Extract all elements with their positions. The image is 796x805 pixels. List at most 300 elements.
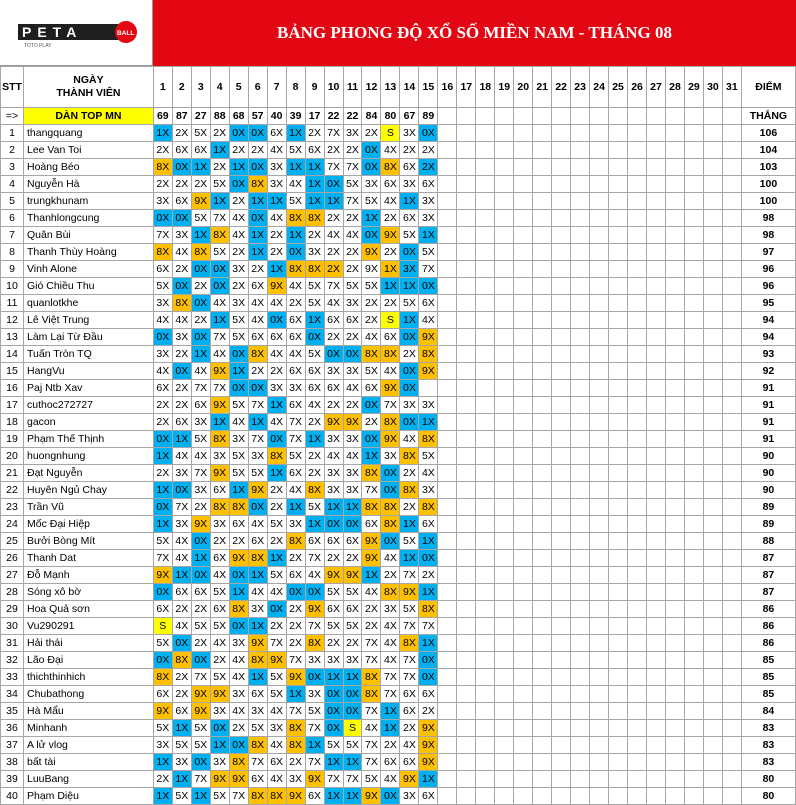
result-cell <box>684 516 703 533</box>
peta-ball-logo <box>0 0 153 66</box>
result-cell <box>665 346 684 363</box>
result-cell <box>533 550 552 567</box>
result-cell <box>590 465 609 482</box>
result-cell <box>514 414 533 431</box>
result-cell <box>514 737 533 754</box>
result-cell <box>552 686 571 703</box>
score-cell: 97 <box>741 244 795 261</box>
result-cell: 2X <box>324 210 343 227</box>
result-cell: 0X <box>362 397 381 414</box>
result-cell <box>514 312 533 329</box>
result-cell: 4X <box>248 516 267 533</box>
result-cell: 0X <box>324 346 343 363</box>
result-cell <box>684 244 703 261</box>
result-cell <box>476 788 495 805</box>
result-cell <box>571 346 590 363</box>
result-cell: 8X <box>286 737 305 754</box>
result-cell <box>684 771 703 788</box>
result-cell: 1X <box>267 465 286 482</box>
win-label: THẮNG <box>741 108 795 125</box>
result-cell <box>647 329 666 346</box>
row-number: 25 <box>1 533 24 550</box>
result-cell <box>722 142 741 159</box>
result-cell: 4X <box>172 618 191 635</box>
result-cell <box>628 312 647 329</box>
result-cell: 8X <box>267 448 286 465</box>
result-cell: 1X <box>324 193 343 210</box>
result-cell: 3X <box>210 754 229 771</box>
result-cell <box>703 244 722 261</box>
result-cell: 3X <box>172 754 191 771</box>
result-cell <box>495 601 514 618</box>
result-cell <box>533 278 552 295</box>
result-cell <box>438 754 457 771</box>
result-cell <box>647 261 666 278</box>
result-cell: 0X <box>248 499 267 516</box>
row-number: 2 <box>1 142 24 159</box>
result-cell: 0X <box>153 652 172 669</box>
result-cell: 8X <box>210 431 229 448</box>
result-cell <box>571 516 590 533</box>
result-cell: 2X <box>248 363 267 380</box>
result-cell <box>457 176 476 193</box>
result-cell <box>552 159 571 176</box>
result-cell: 5X <box>172 788 191 805</box>
result-cell <box>533 465 552 482</box>
result-cell: 9X <box>343 567 362 584</box>
result-cell: 0X <box>324 176 343 193</box>
result-cell: 0X <box>381 788 400 805</box>
result-cell: 9X <box>362 533 381 550</box>
result-cell <box>571 448 590 465</box>
result-cell <box>552 584 571 601</box>
result-cell: 0X <box>419 278 438 295</box>
result-cell <box>609 652 628 669</box>
result-cell <box>552 227 571 244</box>
result-cell <box>684 448 703 465</box>
result-cell: 6X <box>248 329 267 346</box>
result-cell <box>552 550 571 567</box>
result-cell <box>722 669 741 686</box>
result-cell <box>647 703 666 720</box>
result-cell: 0X <box>381 533 400 550</box>
result-cell <box>722 737 741 754</box>
result-cell <box>552 278 571 295</box>
result-cell: 8X <box>400 635 419 652</box>
result-cell: 6X <box>419 788 438 805</box>
table-row <box>1 227 796 244</box>
result-cell: 5X <box>191 210 210 227</box>
result-cell <box>571 431 590 448</box>
result-cell <box>514 703 533 720</box>
result-cell: 5X <box>191 737 210 754</box>
result-cell <box>438 227 457 244</box>
result-cell <box>684 635 703 652</box>
top-number-cell <box>647 108 666 125</box>
result-cell: 3X <box>400 788 419 805</box>
result-cell <box>665 380 684 397</box>
table-row <box>1 244 796 261</box>
score-cell: 83 <box>741 737 795 754</box>
result-cell: 3X <box>172 516 191 533</box>
result-cell: 0X <box>191 295 210 312</box>
result-cell: 8X <box>381 346 400 363</box>
result-cell: 5X <box>324 618 343 635</box>
result-cell: 4X <box>172 533 191 550</box>
score-cell: 94 <box>741 329 795 346</box>
result-cell: 4X <box>362 329 381 346</box>
result-cell: 3X <box>248 703 267 720</box>
result-cell: 2X <box>172 601 191 618</box>
result-cell <box>609 465 628 482</box>
day-header: 20 <box>514 67 533 108</box>
result-cell: 1X <box>305 193 324 210</box>
result-cell: 2X <box>419 159 438 176</box>
result-cell <box>590 210 609 227</box>
result-cell <box>495 516 514 533</box>
result-cell <box>571 686 590 703</box>
member-name: trungkhunam <box>23 193 153 210</box>
result-cell: 8X <box>229 499 248 516</box>
result-cell: 7X <box>210 380 229 397</box>
result-cell <box>628 499 647 516</box>
result-cell: 6X <box>153 261 172 278</box>
result-cell <box>628 363 647 380</box>
row-number: 13 <box>1 329 24 346</box>
result-cell <box>609 771 628 788</box>
result-cell <box>552 448 571 465</box>
result-cell: 9X <box>153 567 172 584</box>
result-cell <box>628 244 647 261</box>
result-cell: 5X <box>229 397 248 414</box>
result-cell: 4X <box>362 720 381 737</box>
result-cell: 2X <box>210 159 229 176</box>
result-cell: 8X <box>305 482 324 499</box>
result-cell: 1X <box>210 193 229 210</box>
score-cell: 80 <box>741 771 795 788</box>
result-cell <box>457 584 476 601</box>
result-cell <box>609 516 628 533</box>
result-cell: 5X <box>153 278 172 295</box>
result-cell: 6X <box>172 193 191 210</box>
result-cell: 3X <box>229 431 248 448</box>
result-cell: 3X <box>343 465 362 482</box>
result-cell <box>665 686 684 703</box>
result-cell: 1X <box>305 312 324 329</box>
member-name: Sóng xô bờ <box>23 584 153 601</box>
result-cell <box>722 210 741 227</box>
result-cell: 0X <box>419 652 438 669</box>
result-cell <box>438 788 457 805</box>
result-cell: 0X <box>305 329 324 346</box>
result-cell <box>514 142 533 159</box>
result-cell <box>609 482 628 499</box>
result-cell: 8X <box>191 244 210 261</box>
result-cell <box>722 533 741 550</box>
result-cell: 0X <box>229 380 248 397</box>
result-cell: 2X <box>153 397 172 414</box>
result-cell: 5X <box>210 244 229 261</box>
result-cell <box>684 210 703 227</box>
result-cell: 5X <box>229 329 248 346</box>
table-row <box>1 380 796 397</box>
score-cell: 93 <box>741 346 795 363</box>
result-cell: 3X <box>153 295 172 312</box>
result-cell <box>533 754 552 771</box>
result-cell <box>684 380 703 397</box>
result-cell <box>476 482 495 499</box>
result-cell <box>533 414 552 431</box>
result-cell <box>665 465 684 482</box>
result-cell: 7X <box>286 414 305 431</box>
result-cell <box>495 448 514 465</box>
result-cell: 5X <box>419 244 438 261</box>
result-cell <box>609 635 628 652</box>
score-cell: 91 <box>741 380 795 397</box>
row-number: 32 <box>1 652 24 669</box>
result-cell <box>571 363 590 380</box>
member-name: Phạm Thế Thịnh <box>23 431 153 448</box>
result-cell: 6X <box>400 159 419 176</box>
row-number: 35 <box>1 703 24 720</box>
result-cell <box>665 397 684 414</box>
result-cell: 3X <box>286 380 305 397</box>
result-cell <box>628 397 647 414</box>
result-cell <box>609 669 628 686</box>
result-cell <box>438 771 457 788</box>
member-name: Lê Việt Trung <box>23 312 153 329</box>
result-cell: 0X <box>248 210 267 227</box>
result-cell <box>647 278 666 295</box>
result-cell <box>495 193 514 210</box>
table-row <box>1 618 796 635</box>
result-cell: 2X <box>324 329 343 346</box>
result-cell: 6X <box>305 142 324 159</box>
stt-header: STT <box>1 67 24 108</box>
score-cell: 83 <box>741 720 795 737</box>
result-cell: 1X <box>343 499 362 516</box>
result-cell: 5X <box>267 669 286 686</box>
result-cell: 0X <box>248 159 267 176</box>
result-cell <box>703 703 722 720</box>
top-number-cell <box>722 108 741 125</box>
row-number: 8 <box>1 244 24 261</box>
result-cell <box>647 312 666 329</box>
result-cell: 2X <box>324 142 343 159</box>
result-cell <box>495 431 514 448</box>
result-cell: 5X <box>343 584 362 601</box>
member-name: Chubathong <box>23 686 153 703</box>
result-cell: 7X <box>362 754 381 771</box>
top-number-cell: 69 <box>153 108 172 125</box>
result-cell <box>665 125 684 142</box>
member-name: Vu290291 <box>23 618 153 635</box>
result-cell <box>495 618 514 635</box>
row-number: 27 <box>1 567 24 584</box>
result-cell <box>476 550 495 567</box>
row-number: 12 <box>1 312 24 329</box>
result-cell <box>628 737 647 754</box>
result-cell: 8X <box>362 346 381 363</box>
result-cell <box>703 431 722 448</box>
result-cell <box>609 312 628 329</box>
result-cell <box>590 499 609 516</box>
result-cell: 6X <box>286 363 305 380</box>
top-number-cell: 68 <box>229 108 248 125</box>
result-cell: 4X <box>381 618 400 635</box>
header-row <box>1 67 796 108</box>
result-cell: 3X <box>419 193 438 210</box>
result-cell: 0X <box>267 431 286 448</box>
result-cell: 9X <box>191 686 210 703</box>
result-cell: 0X <box>362 159 381 176</box>
score-cell: 84 <box>741 703 795 720</box>
result-cell <box>628 465 647 482</box>
top-number-cell: 27 <box>191 108 210 125</box>
result-cell: 4X <box>267 771 286 788</box>
result-cell <box>457 482 476 499</box>
result-cell: 2X <box>229 142 248 159</box>
member-name: Lão Đại <box>23 652 153 669</box>
result-cell <box>571 176 590 193</box>
result-cell: 1X <box>381 703 400 720</box>
result-cell: 0X <box>362 227 381 244</box>
result-cell <box>533 788 552 805</box>
table-row <box>1 737 796 754</box>
result-cell <box>552 754 571 771</box>
result-cell: 7X <box>400 567 419 584</box>
score-cell: 89 <box>741 499 795 516</box>
result-cell: 4X <box>153 363 172 380</box>
score-cell: 95 <box>741 295 795 312</box>
result-cell <box>628 125 647 142</box>
top-number-cell <box>590 108 609 125</box>
result-cell <box>684 567 703 584</box>
result-cell <box>647 618 666 635</box>
result-cell: 3X <box>381 448 400 465</box>
result-cell: 9X <box>305 771 324 788</box>
result-cell: 2X <box>191 278 210 295</box>
result-cell: 8X <box>400 448 419 465</box>
result-cell: 2X <box>191 176 210 193</box>
result-cell <box>552 346 571 363</box>
result-cell: 6X <box>324 601 343 618</box>
result-cell: 8X <box>305 210 324 227</box>
result-cell: 7X <box>362 703 381 720</box>
result-cell: 3X <box>153 737 172 754</box>
result-cell <box>571 652 590 669</box>
result-cell <box>571 159 590 176</box>
result-cell <box>628 159 647 176</box>
result-cell <box>722 567 741 584</box>
result-cell <box>628 533 647 550</box>
result-cell <box>438 567 457 584</box>
result-cell <box>457 193 476 210</box>
result-cell <box>590 261 609 278</box>
result-cell <box>438 669 457 686</box>
result-cell <box>722 516 741 533</box>
result-cell <box>722 771 741 788</box>
score-cell: 87 <box>741 567 795 584</box>
result-cell <box>609 295 628 312</box>
result-cell <box>684 754 703 771</box>
result-cell <box>665 584 684 601</box>
score-cell: 98 <box>741 210 795 227</box>
result-cell <box>703 754 722 771</box>
result-cell: 8X <box>267 788 286 805</box>
result-cell <box>438 618 457 635</box>
result-cell <box>533 244 552 261</box>
result-cell: 8X <box>381 159 400 176</box>
result-cell: 1X <box>248 227 267 244</box>
result-cell: 7X <box>362 635 381 652</box>
result-cell <box>609 142 628 159</box>
result-cell <box>476 227 495 244</box>
result-cell <box>571 482 590 499</box>
result-cell <box>552 125 571 142</box>
row-number: 28 <box>1 584 24 601</box>
result-cell: 0X <box>153 329 172 346</box>
result-cell <box>552 380 571 397</box>
result-cell <box>684 329 703 346</box>
top-number-cell: 84 <box>362 108 381 125</box>
table-row <box>1 176 796 193</box>
result-cell <box>590 227 609 244</box>
result-cell <box>533 346 552 363</box>
result-cell: 1X <box>229 363 248 380</box>
result-cell <box>609 601 628 618</box>
result-cell: 1X <box>419 635 438 652</box>
result-cell: 8X <box>286 261 305 278</box>
result-cell <box>628 669 647 686</box>
result-cell: 9X <box>419 754 438 771</box>
result-cell <box>628 703 647 720</box>
result-cell: 7X <box>400 618 419 635</box>
result-cell: 1X <box>419 584 438 601</box>
result-cell: 5X <box>286 448 305 465</box>
day-header: 27 <box>647 67 666 108</box>
result-cell: 5X <box>191 125 210 142</box>
result-cell <box>703 635 722 652</box>
result-cell <box>476 652 495 669</box>
result-cell <box>590 635 609 652</box>
result-cell: 8X <box>381 499 400 516</box>
result-cell: 0X <box>343 686 362 703</box>
result-cell: 0X <box>419 550 438 567</box>
result-cell <box>722 482 741 499</box>
table-row <box>1 125 796 142</box>
result-cell: 6X <box>210 601 229 618</box>
table-row <box>1 329 796 346</box>
result-cell: 2X <box>400 499 419 516</box>
result-cell <box>514 533 533 550</box>
result-cell <box>722 465 741 482</box>
result-cell: 2X <box>248 142 267 159</box>
result-cell: 1X <box>362 448 381 465</box>
result-cell: 7X <box>229 788 248 805</box>
result-cell: 6X <box>153 686 172 703</box>
day-header: 31 <box>722 67 741 108</box>
result-cell: 6X <box>229 516 248 533</box>
result-cell <box>476 142 495 159</box>
row-number: 38 <box>1 754 24 771</box>
result-cell: 9X <box>191 516 210 533</box>
result-cell <box>476 295 495 312</box>
result-cell: 2X <box>267 533 286 550</box>
result-cell <box>571 278 590 295</box>
result-cell: 7X <box>191 465 210 482</box>
result-cell <box>495 703 514 720</box>
